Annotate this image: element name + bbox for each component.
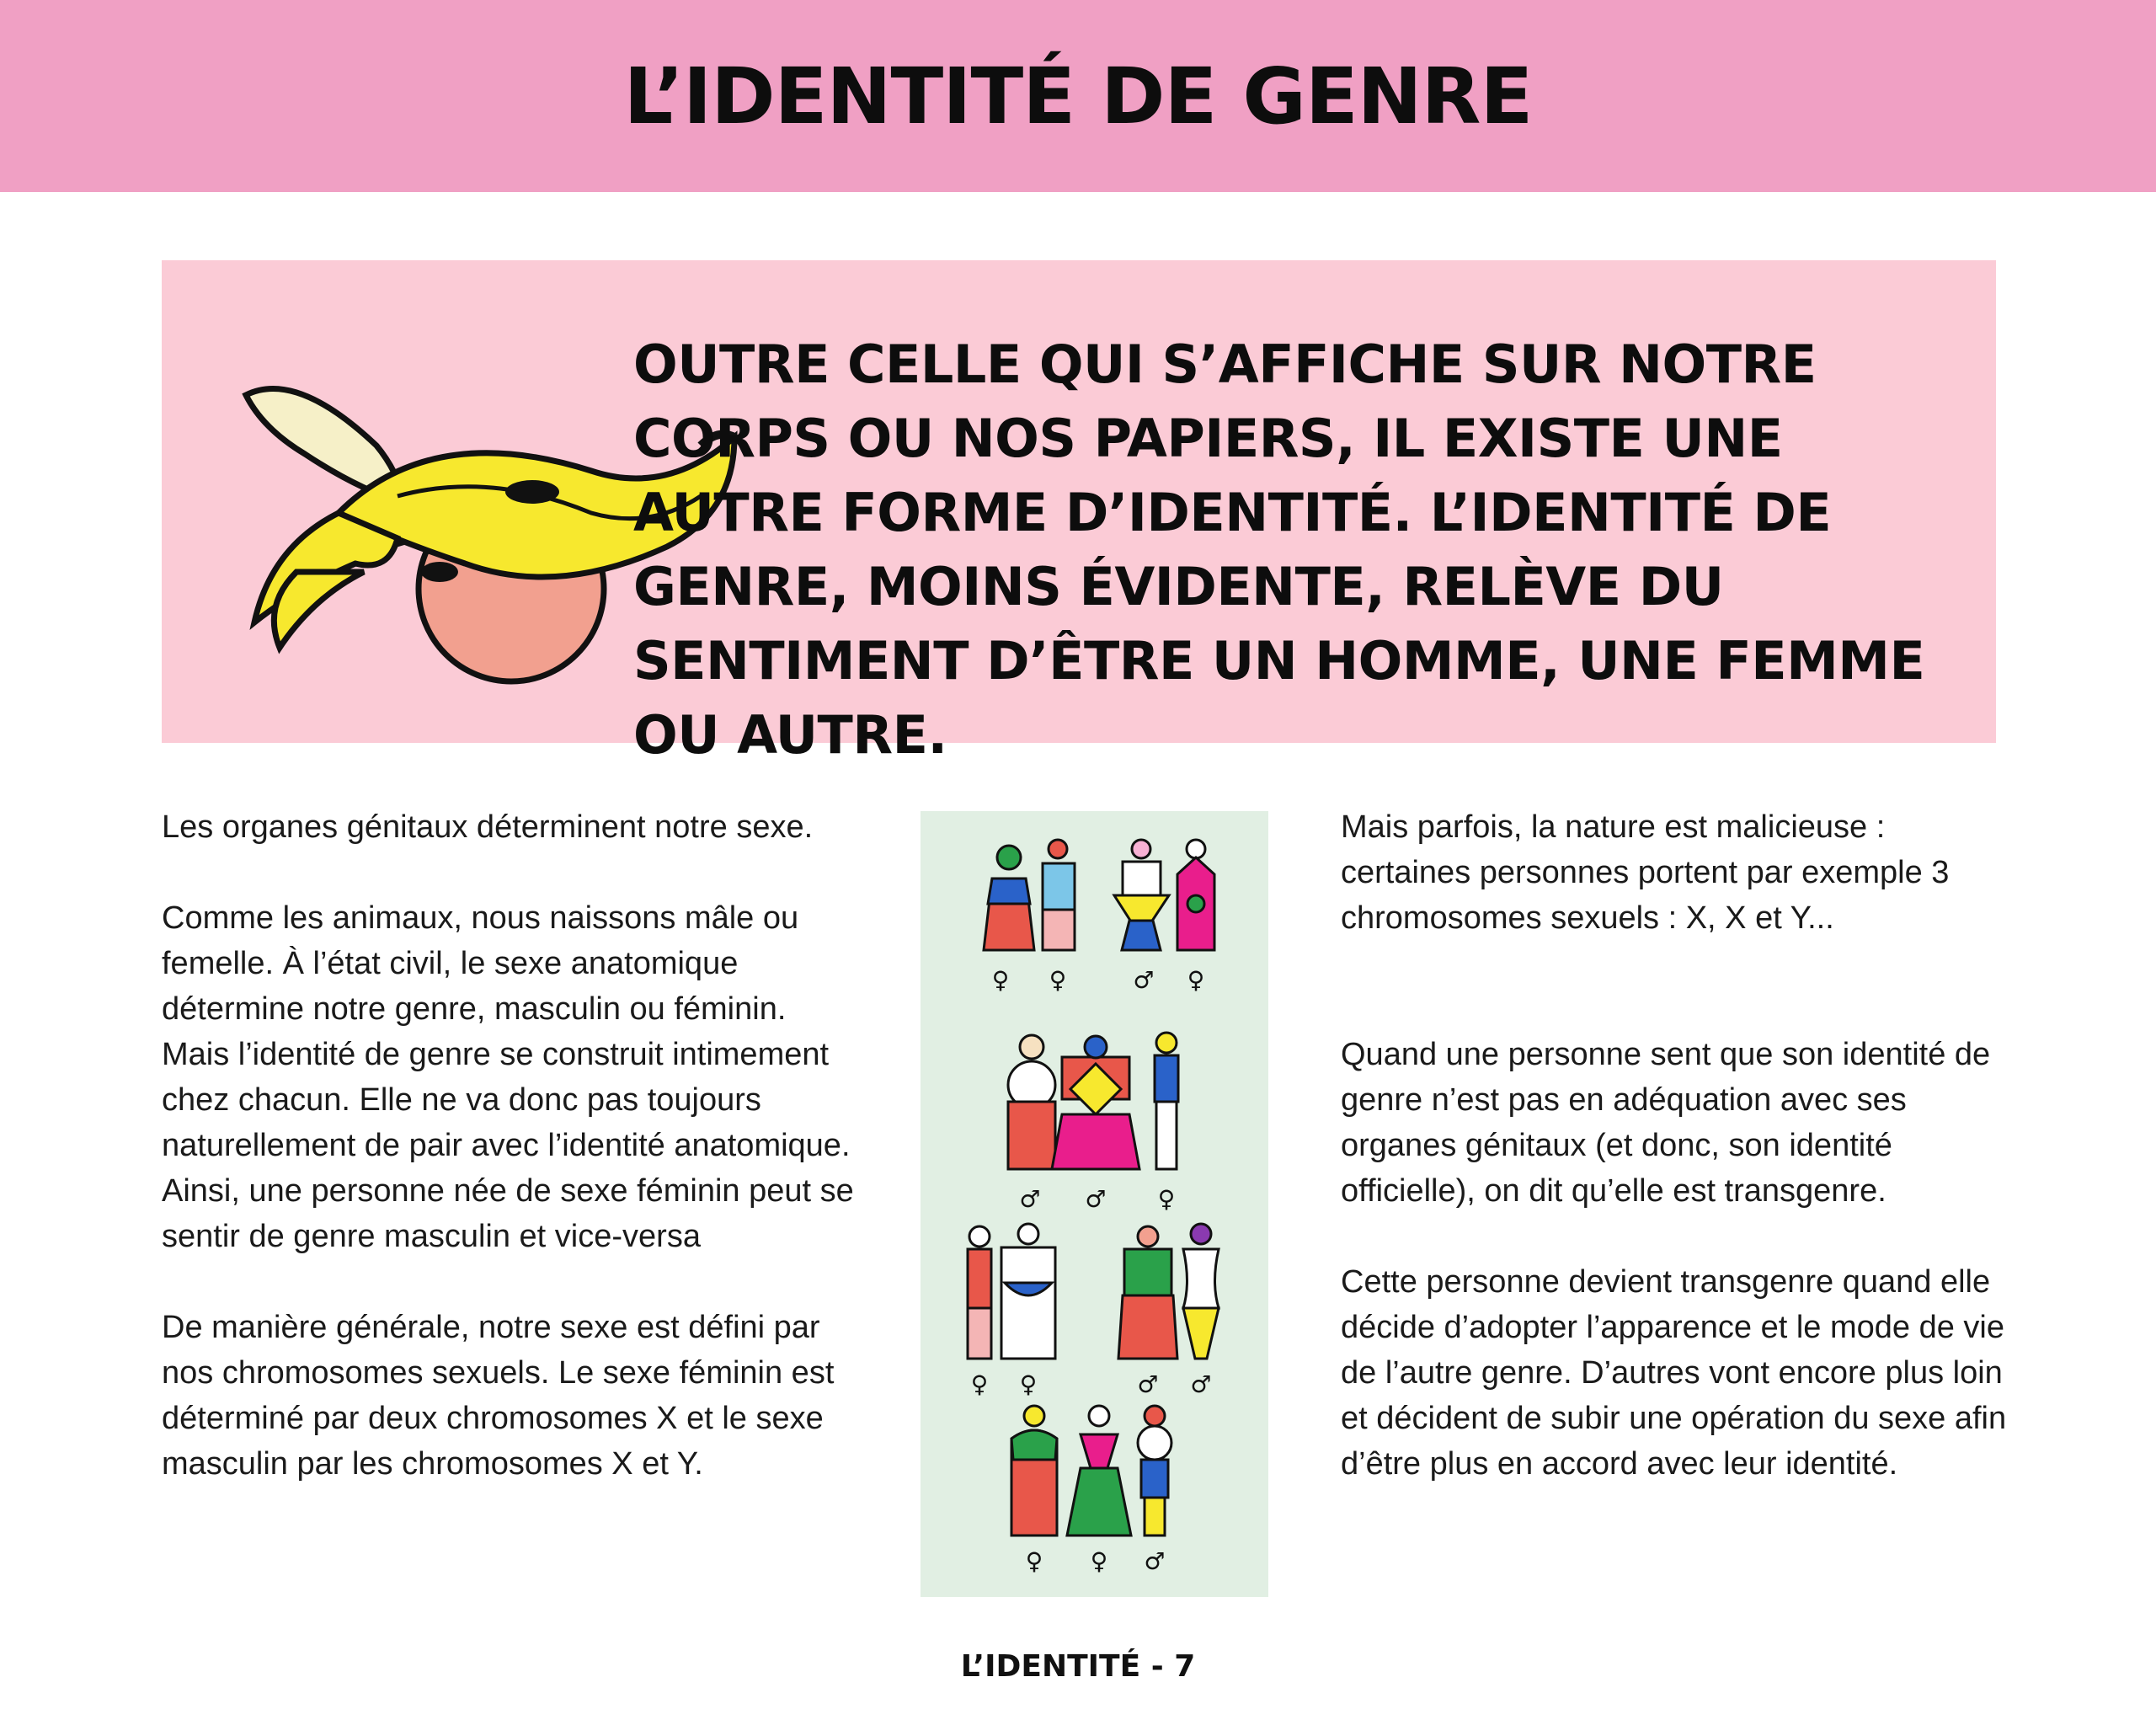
paragraph: Comme les animaux, nous naissons mâle ou femelle. À l’état civil, le sexe anatomique détermine notre genre, masculin ou féminin. Mais l’identité de genre se construit intimement chez chacun. Elle ne va donc pas toujours naturellement de pair avec l’identité anatomique. Ainsi, une personne née de sexe féminin peut se sentir de genre masculin et vice-versa (162, 900, 854, 1254)
page-title: L’IDENTITÉ DE GENRE (623, 51, 1533, 142)
paragraph: Les organes génitaux déterminent notre sexe. (162, 809, 814, 845)
female-symbol-icon: ♀ (1025, 1547, 1043, 1575)
intro-box (162, 260, 1996, 766)
male-symbol-icon: ♂ (1133, 966, 1155, 994)
paragraph: Cette personne devient transgenre quand elle décide d’adopter l’apparence et le mode de vie de l’autre genre. D’autres vont encore plus loin et décident de subir une opération du sexe afin d’être plus en accord avec leur identité. (1341, 1264, 2007, 1482)
female-symbol-icon: ♀ (991, 966, 1010, 994)
intro-statement: OUTRE CELLE QUI S’AFFICHE SUR NOTRE CORPS OU NOS PAPIERS, IL EXISTE UNE AUTRE FORME D’IDENTITÉ. L’IDENTITÉ DE GENRE, MOINS ÉVIDENTE, RELÈVE DU SENTIMENT D’ÊTRE UN HOMME, UNE FEMME OU AUTRE. (633, 334, 1925, 766)
female-symbol-icon: ♀ (1157, 1185, 1176, 1213)
left-column (162, 804, 861, 1532)
male-symbol-icon: ♂ (1144, 1547, 1166, 1575)
paragraph: De manière générale, notre sexe est défini par nos chromosomes sexuels. Le sexe féminin est déterminé par deux chromosomes X et le sexe masculin par les chromosomes X et Y. (162, 1310, 835, 1482)
female-symbol-icon: ♀ (1019, 1370, 1038, 1398)
page-footer: L’IDENTITÉ - 7 (960, 1649, 1196, 1684)
male-symbol-icon: ♂ (1085, 1185, 1107, 1213)
male-symbol-icon: ♂ (1190, 1370, 1212, 1398)
right-column (1341, 804, 2015, 1532)
male-symbol-icon: ♂ (1019, 1185, 1041, 1213)
people-figures-icon (921, 811, 1268, 1597)
male-symbol-icon: ♂ (1137, 1370, 1159, 1398)
paragraph: Quand une personne sent que son identité de genre n’est pas en adéquation avec ses organes génitaux (et donc, son identité officielle), on dit qu’elle est transgenre. (1341, 1037, 1991, 1209)
female-symbol-icon: ♀ (970, 1370, 989, 1398)
paragraph: Mais parfois, la nature est malicieuse : certaines personnes portent par exemple 3 chromosomes sexuels : X, X et Y... (1341, 809, 1950, 936)
female-symbol-icon: ♀ (1090, 1547, 1108, 1575)
female-symbol-icon: ♀ (1049, 966, 1067, 994)
page-header (0, 0, 2156, 192)
gender-figures-illustration (921, 811, 1268, 1597)
female-symbol-icon: ♀ (1187, 966, 1205, 994)
